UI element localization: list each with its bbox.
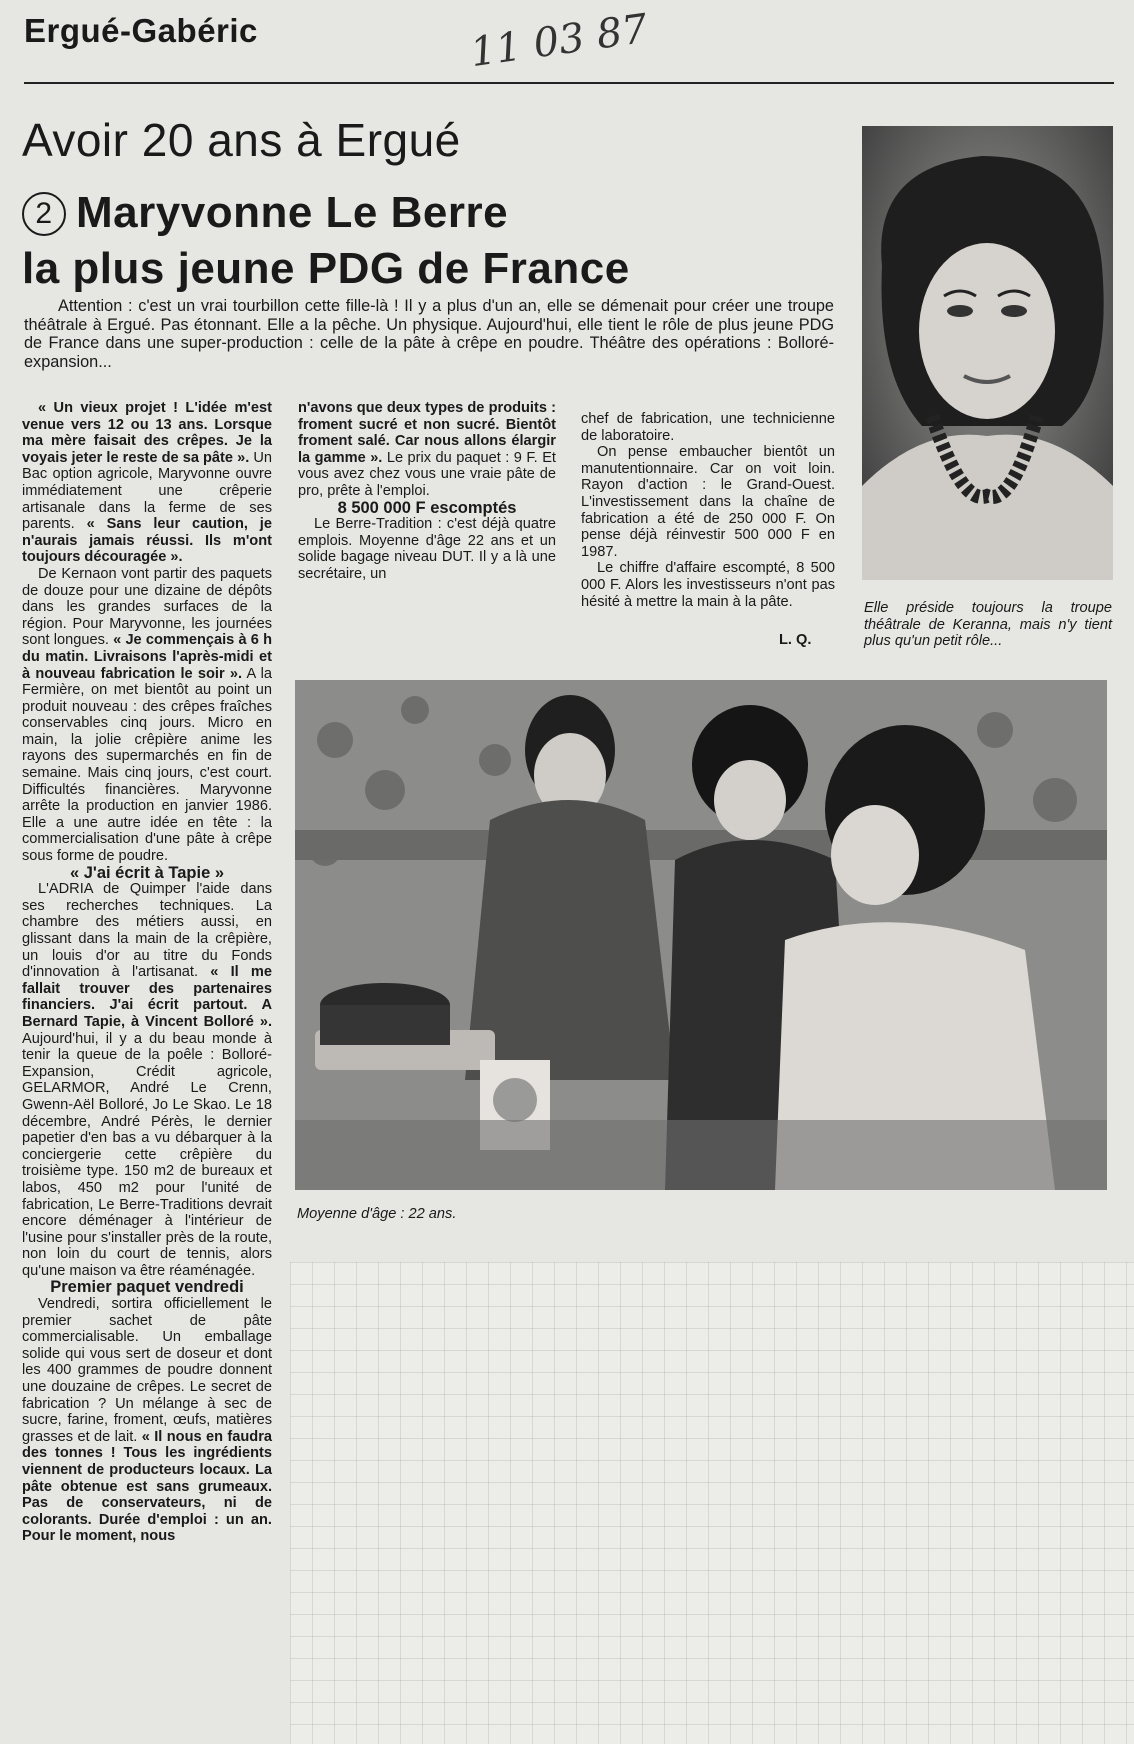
subheading-premier-paquet: Premier paquet vendredi	[50, 1278, 244, 1297]
body-text: Le prix du paquet : 9 F. Et vous avez chez vous une vraie pâte de pro, prête à l'emploi.	[298, 449, 556, 499]
article-column-2	[298, 400, 556, 583]
quote-text: « Il me fallait trouver des partenaires financiers. J'ai écrit partout. A Bernard Tapie, à Vincent Bolloré ».	[22, 964, 272, 1030]
body-text: L'ADRIA de Quimper l'aide dans ses recherches techniques. La chambre des métiers aussi, en glissant dans la main de la crêpière, un louis d'or au titre du Fonds d'innovation à l'artisanat.	[22, 881, 272, 981]
graph-paper-background	[290, 1262, 1134, 1744]
quote-text: « Sans leur caution, je n'aurais jamais réussi. Ils m'ont toujours découragée ».	[22, 516, 272, 566]
headline-line-1: Maryvonne Le Berre	[76, 188, 509, 237]
section-title: Ergué-Gabéric	[24, 12, 258, 49]
quote-text: « Il nous en faudra des tonnes ! Tous les ingrédients viennent de producteurs locaux. La pâte obtenue est sans grumeaux. Pas de conservateurs, ni de colorants. Durée d'emploi : un an. Pour le moment, nous	[22, 1428, 272, 1545]
body-text: Le chiffre d'affaire escompté, 8 500 000 F. Alors les investisseurs n'ont pas hésité à mettre la main à la pâte.	[581, 560, 835, 610]
handwritten-date: 11 03 87	[467, 5, 651, 77]
portrait-photo-image	[862, 126, 1113, 580]
headline-line-2: la plus jeune PDG de France	[22, 244, 630, 293]
subheading-escomptes: 8 500 000 F escomptés	[337, 498, 517, 517]
header-rule	[24, 82, 1114, 84]
subheading-tapie: « J'ai écrit à Tapie »	[69, 863, 225, 882]
group-photo-image	[295, 680, 1107, 1190]
body-text: Aujourd'hui, il y a du beau monde à tenir la queue de la poêle : Bolloré-Expansion, Crédit agricole, GELARMOR, André Le Crenn, Gwenn-Aël Bolloré, Jo Le Skao. Le 18 décembre, André Pérès, le dernier papetier d'en bas a vu débarquer à la conciergerie cette crêpière du troisième type. 150 m2 de bureaux et labos, 450 m2 pour l'unité de fabrication, Le Berre-Traditions devrait encore déménager à l'intérieur de l'usine pour s'installer près de la route, non loin du court de tennis, alors qu'une maison va être réaménagée.	[22, 1030, 272, 1279]
body-text: On pense embaucher bientôt un manutentionnaire. Car on voit loin. Rayon d'action : le Grand-Ouest. L'investissement dans la chaîne de fabrication a été de 250 000 F. On pense déjà réinvestir 500 000 F en 1987.	[581, 444, 835, 560]
series-number-badge: 2	[22, 192, 66, 236]
body-text: Le Berre-Tradition : c'est déjà quatre emplois. Moyenne d'âge 22 ans et un solide bagage niveau DUT. Il y a là une secrétaire, un	[298, 516, 556, 582]
group-photo	[295, 680, 1107, 1190]
body-text: De Kernaon vont partir des paquets de douze pour une dizaine de dépôts dans les grandes surfaces de la région. Pour Maryvonne, les journées sont longues.	[22, 565, 272, 649]
portrait-photo	[862, 126, 1113, 580]
author-signature: L. Q.	[779, 632, 812, 648]
quote-text: « Un vieux projet ! L'idée m'est venue vers 12 ou 13 ans. Lorsque ma mère faisait des crêpes. Je la voyais jeter le reste de sa pâte ».	[22, 400, 272, 466]
quote-text: n'avons que deux types de produits : froment sucré et non sucré. Bientôt froment salé. Car nous allons élargir la gamme ».	[298, 400, 556, 466]
article-headline	[22, 185, 842, 297]
article-column-3	[581, 411, 835, 610]
article-lead: Attention : c'est un vrai tourbillon cette fille-là ! Il y a plus d'un an, elle se démenait pour créer une troupe théâtrale à Ergué. Pas étonnant. Elle a la pêche. Un physique. Aujourd'hui, elle tient le rôle de plus jeune PDG de France dans une super-production : celle de la pâte à crêpe en poudre. Théâtre des opérations : Bolloré-expansion...	[24, 297, 834, 371]
article-kicker: Avoir 20 ans à Ergué	[22, 114, 461, 166]
body-text: A la Fermière, on met bientôt au point un produit nouveau : des crêpes fraîches conservables cinq jours. Micro en main, la jolie crêpière anime les rayons des supermarchés en fin de semaine. Mais cinq jours, c'est court. Difficultés financières. Maryvonne arrête la production en janvier 1986. Elle a une autre idée en tête : la commercialisation d'une pâte à crêpe sous forme de poudre.	[22, 665, 272, 865]
body-text: Vendredi, sortira officiellement le premier sachet de pâte commercialisable. Un emballage solide qui vous sert de doseur et dont les 400 grammes de poudre donnent une douzaine de crêpes. Le secret de fabrication ? Un mélange à sec de sucre, farine, froment, œufs, matières grasses et de lait.	[22, 1296, 272, 1445]
body-text: chef de fabrication, une technicienne de laboratoire.	[581, 411, 835, 444]
article-column-1	[22, 400, 272, 1545]
portrait-caption: Elle préside toujours la troupe théâtrale de Keranna, mais n'y tient plus qu'un petit rôle...	[864, 600, 1112, 650]
group-photo-caption: Moyenne d'âge : 22 ans.	[297, 1206, 457, 1222]
quote-text: « Je commençais à 6 h du matin. Livraisons l'après-midi et à nouveau fabrication le soir ».	[22, 632, 272, 682]
body-text: Un Bac option agricole, Maryvonne ouvre immédiatement une crêperie artisanale dans la ferme de ses parents.	[22, 449, 272, 533]
